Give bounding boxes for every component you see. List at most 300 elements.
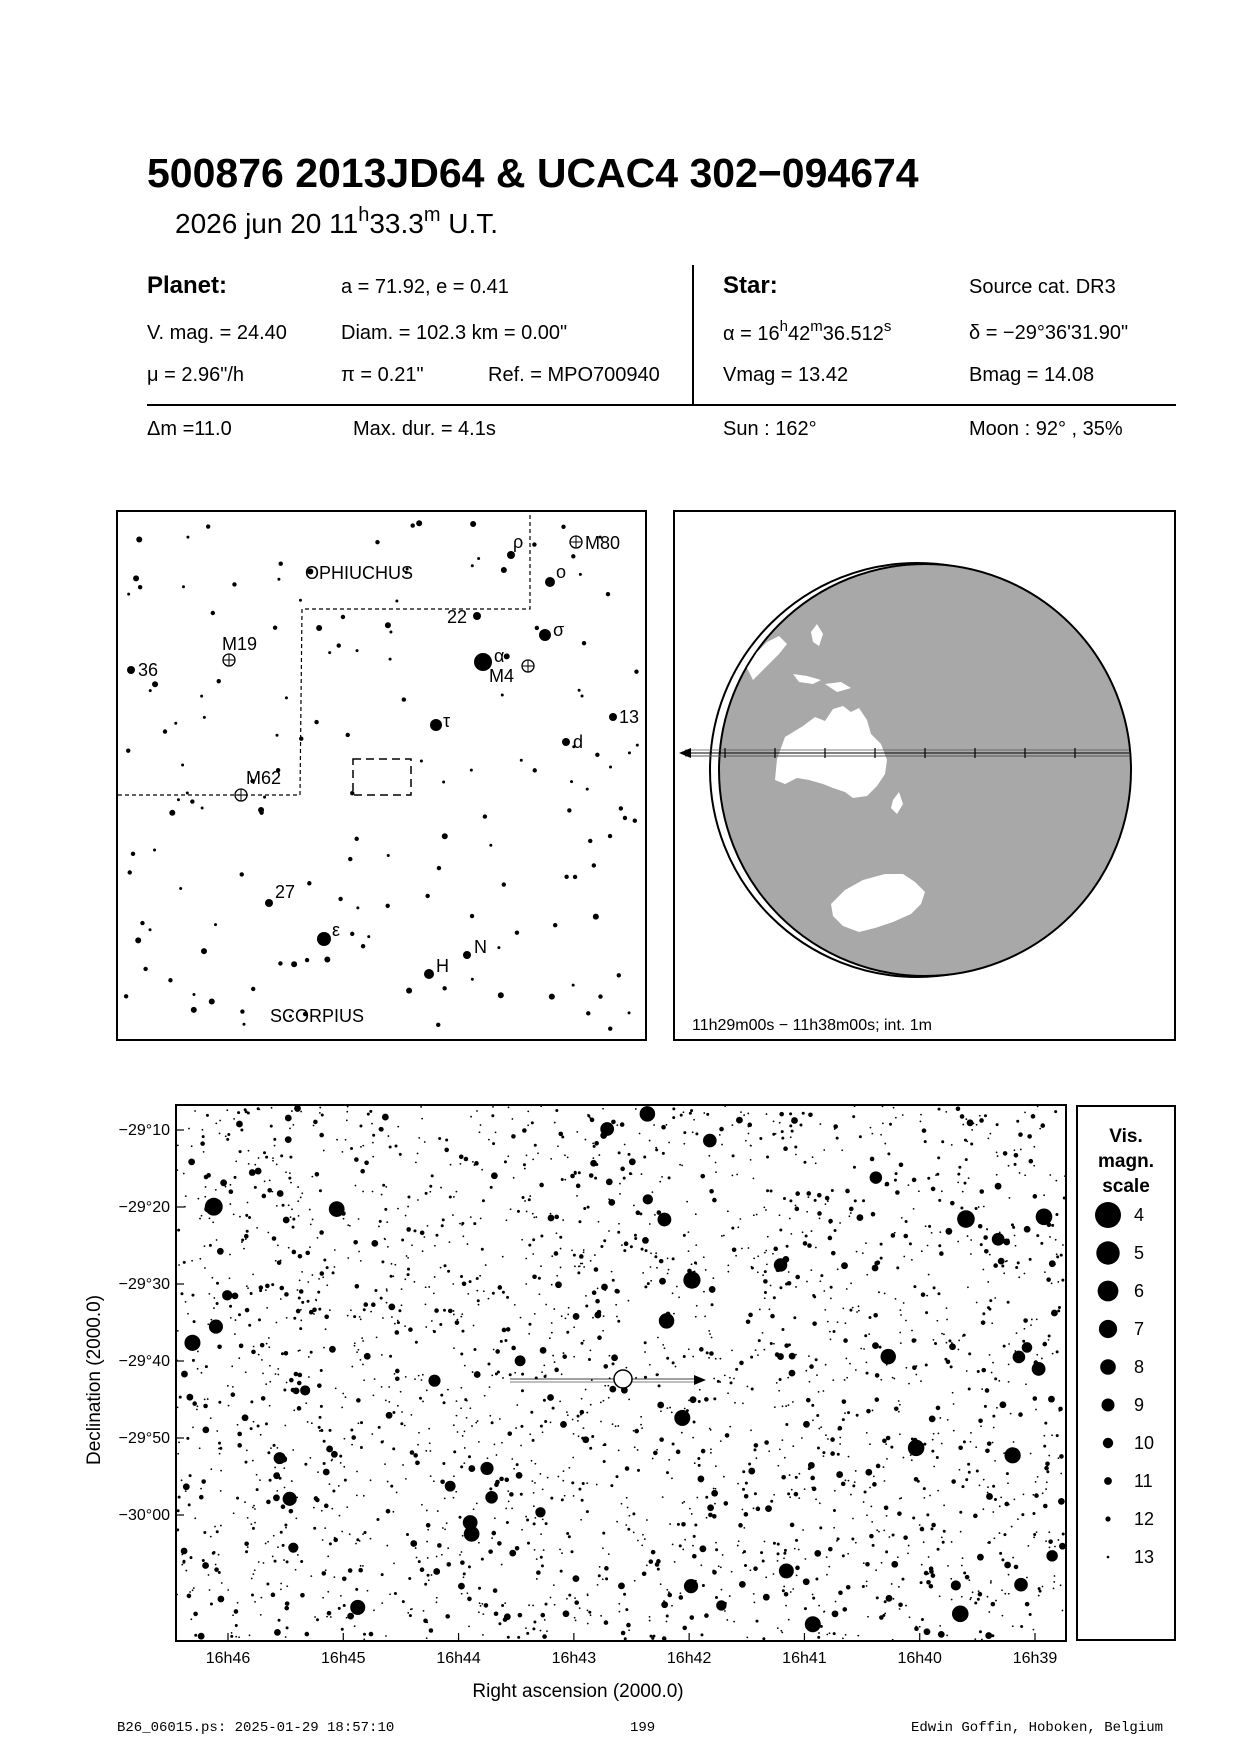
- finder-star: [251, 987, 255, 991]
- field-star: [939, 1595, 941, 1597]
- field-star: [990, 1580, 992, 1582]
- field-star: [463, 1576, 465, 1578]
- field-star: [1053, 1581, 1055, 1583]
- field-star: [928, 1556, 930, 1558]
- field-star: [426, 1541, 428, 1543]
- field-star: [326, 1446, 333, 1453]
- field-star: [363, 1633, 366, 1636]
- field-star: [842, 1399, 844, 1401]
- star-27: [265, 899, 273, 907]
- field-star: [323, 1150, 325, 1152]
- finder-star: [152, 681, 158, 687]
- field-star: [1030, 1453, 1032, 1455]
- field-star: [530, 1411, 533, 1414]
- finder-star: [273, 625, 277, 629]
- field-star: [248, 1324, 251, 1327]
- field-star: [615, 1304, 617, 1306]
- field-star: [1036, 1234, 1039, 1237]
- field-star: [536, 1558, 538, 1560]
- field-star: [834, 1490, 836, 1492]
- field-star: [276, 1205, 278, 1207]
- scale-label: 10: [1134, 1433, 1155, 1453]
- field-star: [859, 1135, 862, 1138]
- finder-star: [411, 523, 415, 527]
- field-star: [837, 1321, 839, 1323]
- field-star: [216, 1302, 219, 1305]
- field-star: [330, 1616, 332, 1618]
- field-star: [614, 1289, 619, 1294]
- moon-elongation: Moon : 92° , 35%: [969, 418, 1123, 440]
- field-star: [965, 1478, 968, 1481]
- finder-star: [209, 999, 215, 1005]
- field-star: [277, 1374, 279, 1376]
- field-star: [809, 1381, 811, 1383]
- field-star: [830, 1297, 832, 1299]
- finder-star: [324, 957, 330, 963]
- field-star: [713, 1378, 715, 1380]
- field-star: [263, 1562, 265, 1564]
- field-star: [551, 1284, 553, 1286]
- field-star: [876, 1529, 878, 1531]
- field-star: [274, 1560, 277, 1563]
- field-star: [805, 1235, 808, 1238]
- field-star: [627, 1528, 630, 1531]
- field-star: [715, 1596, 718, 1599]
- field-star: [291, 1480, 293, 1482]
- field-star: [233, 1214, 235, 1216]
- field-star: [458, 1583, 465, 1590]
- field-star: [241, 1241, 243, 1243]
- finder-star: [191, 1007, 197, 1013]
- field-star: [515, 1546, 520, 1551]
- finder-star: [291, 961, 297, 967]
- field-star: [480, 1605, 482, 1607]
- field-star: [928, 1225, 931, 1228]
- field-star: [288, 1247, 290, 1249]
- field-star: [504, 1339, 507, 1342]
- field-star: [564, 1495, 566, 1497]
- finder-star: [395, 599, 398, 602]
- field-star: [214, 1526, 216, 1528]
- field-star: [541, 1564, 544, 1567]
- field-star: [693, 1420, 696, 1423]
- field-star: [285, 1601, 290, 1606]
- field-star: [748, 1313, 753, 1318]
- field-star: [238, 1636, 240, 1638]
- field-star: [293, 1409, 295, 1411]
- field-star: [259, 1479, 261, 1481]
- field-star: [354, 1157, 359, 1162]
- finder-star: [406, 988, 412, 994]
- field-star: [660, 1583, 662, 1585]
- field-star: [1013, 1441, 1015, 1443]
- field-star: [558, 1132, 563, 1137]
- field-star: [540, 1556, 543, 1559]
- field-star: [743, 1550, 746, 1553]
- field-star: [753, 1214, 755, 1216]
- field-star: [715, 1488, 717, 1490]
- field-star: [1008, 1593, 1010, 1595]
- field-star: [996, 1407, 998, 1409]
- field-star: [399, 1153, 402, 1156]
- field-star: [205, 1186, 207, 1188]
- field-star: [572, 1457, 574, 1459]
- field-star: [180, 1292, 183, 1295]
- field-star: [937, 1292, 940, 1295]
- scale-label: 12: [1134, 1509, 1155, 1529]
- field-star: [849, 1363, 851, 1365]
- field-star: [815, 1498, 817, 1500]
- field-star: [833, 1527, 835, 1529]
- field-star: [500, 1340, 503, 1343]
- field-star: [641, 1248, 644, 1251]
- field-star: [204, 1399, 206, 1401]
- field-star: [207, 1323, 209, 1325]
- field-star: [882, 1123, 884, 1125]
- field-star: [573, 1326, 575, 1328]
- field-star: [919, 1524, 921, 1526]
- field-star: [482, 1199, 485, 1202]
- field-star: [514, 1372, 516, 1374]
- field-star: [263, 1151, 266, 1154]
- field-star: [244, 1461, 247, 1464]
- field-star: [400, 1391, 402, 1393]
- field-star: [417, 1199, 419, 1201]
- field-star: [974, 1638, 976, 1640]
- field-star: [926, 1295, 928, 1297]
- field-star: [768, 1450, 770, 1452]
- field-star: [420, 1567, 425, 1572]
- field-star: [1063, 1196, 1066, 1199]
- field-star: [240, 1128, 243, 1131]
- field-star: [425, 1326, 427, 1328]
- field-star: [540, 1533, 542, 1535]
- finder-star: [471, 564, 474, 567]
- field-star: [655, 1562, 660, 1567]
- field-star: [671, 1411, 673, 1413]
- field-star: [436, 1556, 438, 1558]
- field-star: [783, 1586, 785, 1588]
- field-star: [342, 1151, 344, 1153]
- field-star: [978, 1206, 980, 1208]
- field-star: [679, 1164, 681, 1166]
- field-star: [309, 1209, 311, 1211]
- field-star: [397, 1208, 399, 1210]
- field-star: [560, 1267, 562, 1269]
- field-star: [687, 1231, 689, 1233]
- field-star: [297, 1200, 299, 1202]
- field-star: [440, 1267, 442, 1269]
- field-star: [284, 1487, 286, 1489]
- field-star: [1039, 1128, 1041, 1130]
- field-star: [401, 1304, 403, 1306]
- field-star: [838, 1590, 843, 1595]
- field-star: [202, 1562, 209, 1569]
- field-star: [873, 1475, 875, 1477]
- field-star: [643, 1156, 646, 1159]
- field-star: [837, 1453, 840, 1456]
- field-star: [363, 1638, 365, 1640]
- field-star: [367, 1590, 369, 1592]
- field-star: [473, 1508, 475, 1510]
- field-star: [388, 1401, 390, 1403]
- scale-dot: [1095, 1202, 1121, 1228]
- field-star: [600, 1122, 614, 1136]
- field-star: [332, 1490, 335, 1493]
- field-star: [608, 1553, 610, 1555]
- finder-star: [578, 689, 581, 692]
- field-star: [789, 1199, 792, 1202]
- field-star: [391, 1263, 393, 1265]
- field-star: [602, 1108, 604, 1110]
- field-star: [583, 1340, 585, 1342]
- field-star: [908, 1383, 910, 1385]
- field-star: [845, 1322, 847, 1324]
- finder-star: [174, 722, 177, 725]
- field-star: [711, 1337, 713, 1339]
- field-star: [956, 1106, 961, 1111]
- field-star: [251, 1578, 253, 1580]
- field-star: [664, 1347, 666, 1349]
- field-star: [417, 1153, 419, 1155]
- field-star: [943, 1530, 946, 1533]
- field-star: [1060, 1584, 1062, 1586]
- field-star: [884, 1612, 886, 1614]
- field-star: [1040, 1123, 1045, 1128]
- field-star: [759, 1137, 762, 1140]
- field-star: [226, 1109, 228, 1111]
- field-star: [762, 1332, 764, 1334]
- field-star: [1001, 1615, 1003, 1617]
- field-star: [946, 1319, 948, 1321]
- field-star: [789, 1496, 791, 1498]
- field-star: [464, 1431, 466, 1433]
- field-star: [300, 1197, 302, 1199]
- field-star: [781, 1475, 786, 1480]
- field-star: [494, 1611, 499, 1616]
- field-star: [372, 1142, 374, 1144]
- field-star: [863, 1501, 865, 1503]
- field-star: [913, 1208, 915, 1210]
- field-star: [237, 1602, 239, 1604]
- field-star: [1014, 1163, 1017, 1166]
- planet-vmag: V. mag. = 24.40: [147, 322, 287, 344]
- finder-star: [471, 978, 474, 981]
- field-star: [237, 1424, 239, 1426]
- field-star: [773, 1343, 775, 1345]
- field-star: [551, 1322, 553, 1324]
- field-star: [715, 1358, 717, 1360]
- field-star: [187, 1594, 192, 1599]
- field-star: [181, 1548, 188, 1555]
- field-star: [360, 1169, 365, 1174]
- field-star: [970, 1441, 972, 1443]
- field-star: [507, 1490, 509, 1492]
- field-star: [262, 1194, 267, 1199]
- field-star: [252, 1273, 254, 1275]
- field-star: [314, 1496, 319, 1501]
- field-star: [563, 1352, 565, 1354]
- field-star: [820, 1274, 823, 1277]
- field-star: [479, 1131, 481, 1133]
- field-star: [612, 1423, 614, 1425]
- field-star: [410, 1450, 415, 1455]
- finder-star: [634, 670, 638, 674]
- field-star: [823, 1455, 825, 1457]
- field-star: [1056, 1253, 1058, 1255]
- field-star: [792, 1445, 794, 1447]
- field-star: [711, 1490, 718, 1497]
- cluster-icon-m62: [235, 789, 247, 801]
- field-star: [1046, 1550, 1057, 1561]
- field-star: [557, 1476, 559, 1478]
- scale-dot: [1102, 1399, 1115, 1412]
- field-star: [237, 1443, 242, 1448]
- field-star: [269, 1381, 271, 1383]
- field-star: [970, 1432, 972, 1434]
- field-star: [692, 1545, 694, 1547]
- named-stars: [127, 551, 617, 979]
- field-star: [260, 1597, 262, 1599]
- field-star: [390, 1485, 393, 1488]
- field-star: [686, 1201, 688, 1203]
- field-star: [760, 1551, 763, 1554]
- field-star: [751, 1388, 754, 1391]
- field-star: [505, 1507, 507, 1509]
- field-star: [561, 1373, 563, 1375]
- field-star: [669, 1523, 671, 1525]
- field-star: [922, 1128, 927, 1133]
- field-star: [1060, 1473, 1062, 1475]
- field-star: [983, 1235, 988, 1240]
- field-star: [779, 1122, 781, 1124]
- field-star: [299, 1327, 302, 1330]
- field-star: [798, 1497, 800, 1499]
- field-star: [720, 1440, 722, 1442]
- field-star: [561, 1498, 564, 1501]
- field-star: [1000, 1496, 1002, 1498]
- field-star: [661, 1218, 666, 1223]
- field-star: [979, 1189, 984, 1194]
- finder-star: [169, 810, 175, 816]
- field-star: [935, 1174, 937, 1176]
- field-star: [334, 1537, 336, 1539]
- field-star: [579, 1607, 581, 1609]
- field-star: [445, 1139, 448, 1142]
- field-star: [218, 1442, 221, 1445]
- field-star: [177, 1144, 179, 1146]
- field-star: [566, 1598, 568, 1600]
- field-star: [590, 1260, 592, 1262]
- field-star: [460, 1275, 463, 1278]
- field-star: [700, 1174, 705, 1179]
- y-tick-label: −30°00: [118, 1507, 170, 1524]
- field-star: [559, 1236, 562, 1239]
- field-star: [555, 1109, 558, 1112]
- field-star: [185, 1195, 187, 1197]
- field-star: [746, 1637, 748, 1639]
- field-star: [573, 1254, 576, 1257]
- field-star: [556, 1275, 558, 1277]
- field-star: [1044, 1422, 1047, 1425]
- star-label-27: 27: [275, 882, 296, 902]
- field-star: [531, 1121, 534, 1124]
- field-star: [192, 1401, 197, 1406]
- field-star: [585, 1304, 588, 1307]
- field-star: [398, 1309, 401, 1312]
- field-star: [429, 1628, 434, 1633]
- field-star: [285, 1636, 287, 1638]
- field-star: [662, 1344, 664, 1346]
- field-star: [900, 1342, 902, 1344]
- scale-label: 11: [1134, 1471, 1153, 1491]
- field-star: [765, 1250, 767, 1252]
- field-star: [891, 1561, 898, 1568]
- field-star: [513, 1468, 515, 1470]
- finder-star: [470, 521, 476, 527]
- field-star: [1004, 1502, 1009, 1507]
- field-star: [202, 1129, 204, 1131]
- field-star: [629, 1515, 631, 1517]
- field-star: [967, 1235, 969, 1237]
- field-star: [911, 1459, 913, 1461]
- field-star: [392, 1447, 395, 1450]
- field-star: [200, 1141, 205, 1146]
- field-star: [705, 1496, 708, 1499]
- field-star: [983, 1479, 985, 1481]
- field-star: [279, 1286, 284, 1291]
- star-rho: [507, 551, 515, 559]
- star-source-catalog: Source cat. DR3: [969, 276, 1116, 298]
- field-star: [499, 1477, 504, 1482]
- magnitude-scale-panel: [1076, 1105, 1176, 1641]
- field-star: [657, 1402, 664, 1409]
- field-star: [341, 1531, 343, 1533]
- finder-star: [263, 796, 266, 799]
- field-star: [710, 1452, 712, 1454]
- field-star: [772, 1253, 774, 1255]
- field-star: [618, 1151, 621, 1154]
- field-star: [672, 1361, 675, 1364]
- field-star: [485, 1491, 498, 1504]
- field-star: [892, 1377, 894, 1379]
- cluster-label-m4: M4: [489, 666, 515, 686]
- field-star: [750, 1145, 752, 1147]
- field-star: [360, 1146, 362, 1148]
- field-star: [784, 1549, 787, 1552]
- field-star: [788, 1283, 790, 1285]
- field-star: [568, 1467, 570, 1469]
- field-star: [339, 1515, 341, 1517]
- globe-svg: [675, 512, 1174, 1039]
- field-star: [743, 1114, 745, 1116]
- field-star: [586, 1482, 588, 1484]
- field-star: [434, 1308, 439, 1313]
- field-star: [745, 1482, 748, 1485]
- field-star: [1014, 1578, 1028, 1592]
- field-star: [845, 1634, 847, 1636]
- field-star: [763, 1206, 765, 1208]
- field-star: [984, 1405, 987, 1408]
- field-star: [505, 1219, 507, 1221]
- field-star: [920, 1581, 923, 1584]
- field-star: [666, 1471, 669, 1474]
- field-star: [891, 1583, 893, 1585]
- field-star: [455, 1320, 460, 1325]
- field-star: [1043, 1435, 1045, 1437]
- field-star: [185, 1570, 187, 1572]
- field-star: [618, 1584, 623, 1589]
